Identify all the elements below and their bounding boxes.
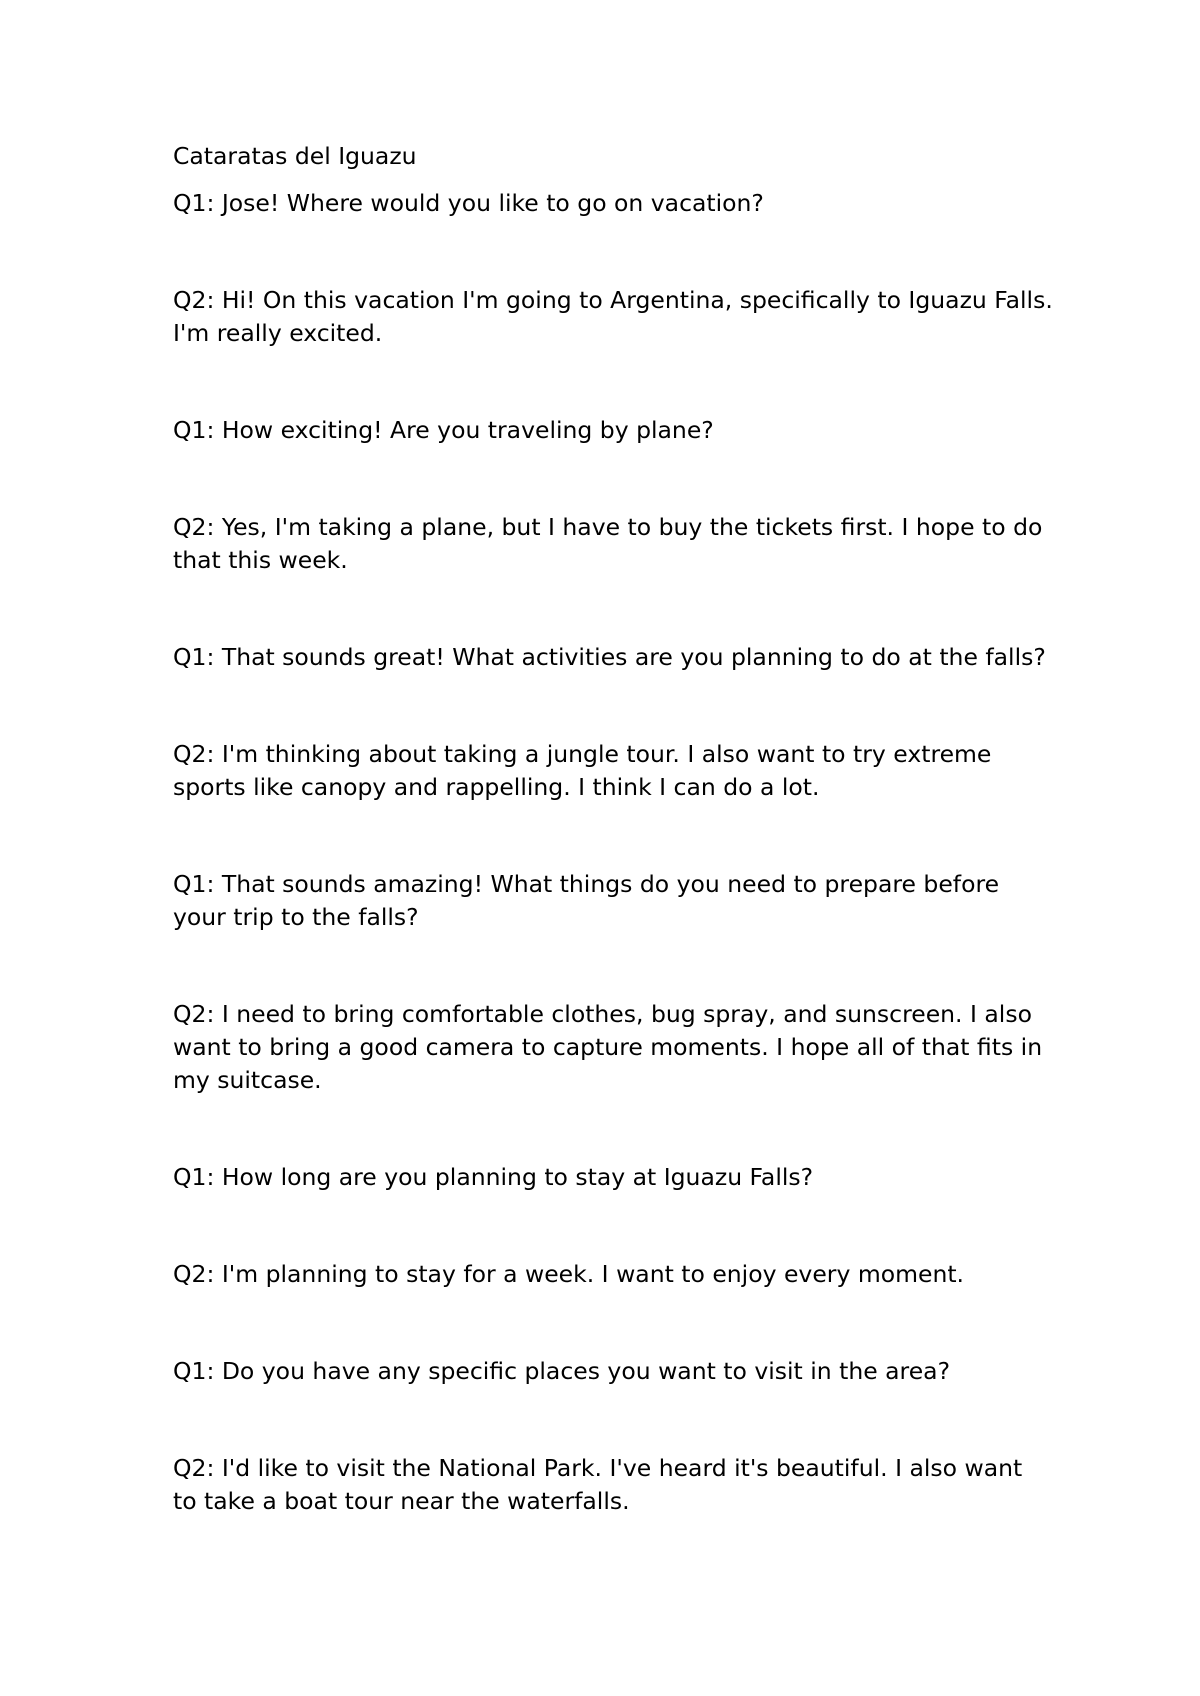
dialogue-line: Q1: Jose! Where would you like to go on vacation? bbox=[173, 189, 764, 217]
paragraph-gap bbox=[173, 577, 1053, 641]
dialogue-line: Q1: That sounds great! What activities are you planning to do at the falls? bbox=[173, 643, 1046, 671]
document-title: Cataratas del Iguazu bbox=[173, 142, 417, 170]
paragraph-gap bbox=[173, 447, 1053, 511]
dialogue-line: Q1: How long are you planning to stay at Iguazu Falls? bbox=[173, 1163, 814, 1191]
paragraph-gap bbox=[173, 1388, 1053, 1452]
paragraph-gap bbox=[173, 220, 1053, 284]
dialogue-line: Q2: I'd like to visit the National Park. I've heard it's beautiful. I also want to take a boat tour near the waterfalls. bbox=[173, 1454, 1023, 1515]
dialogue-line: Q1: How exciting! Are you traveling by plane? bbox=[173, 416, 714, 444]
paragraph-gap bbox=[173, 674, 1053, 738]
dialogue-line: Q2: Hi! On this vacation I'm going to Argentina, specifically to Iguazu Falls. I'm really excited. bbox=[173, 286, 1053, 347]
dialogue-line: Q2: I need to bring comfortable clothes, bug spray, and sunscreen. I also want to bring a good camera to capture moments. I hope all of that fits in my suitcase. bbox=[173, 1000, 1043, 1094]
paragraph-gap bbox=[173, 934, 1053, 998]
dialogue-line: Q2: I'm planning to stay for a week. I want to enjoy every moment. bbox=[173, 1260, 965, 1288]
paragraph-gap bbox=[173, 1194, 1053, 1258]
paragraph-gap bbox=[173, 804, 1053, 868]
document-body bbox=[173, 140, 1053, 1518]
dialogue-line: Q2: Yes, I'm taking a plane, but I have to buy the tickets first. I hope to do that this week. bbox=[173, 513, 1043, 574]
paragraph-gap bbox=[173, 1097, 1053, 1161]
paragraph-gap bbox=[173, 350, 1053, 414]
paragraph-gap bbox=[173, 1291, 1053, 1355]
dialogue-line: Q2: I'm thinking about taking a jungle tour. I also want to try extreme sports like canopy and rappelling. I think I can do a lot. bbox=[173, 740, 992, 801]
dialogue-line: Q1: Do you have any specific places you want to visit in the area? bbox=[173, 1357, 951, 1385]
dialogue-line: Q1: That sounds amazing! What things do you need to prepare before your trip to the falls? bbox=[173, 870, 1000, 931]
